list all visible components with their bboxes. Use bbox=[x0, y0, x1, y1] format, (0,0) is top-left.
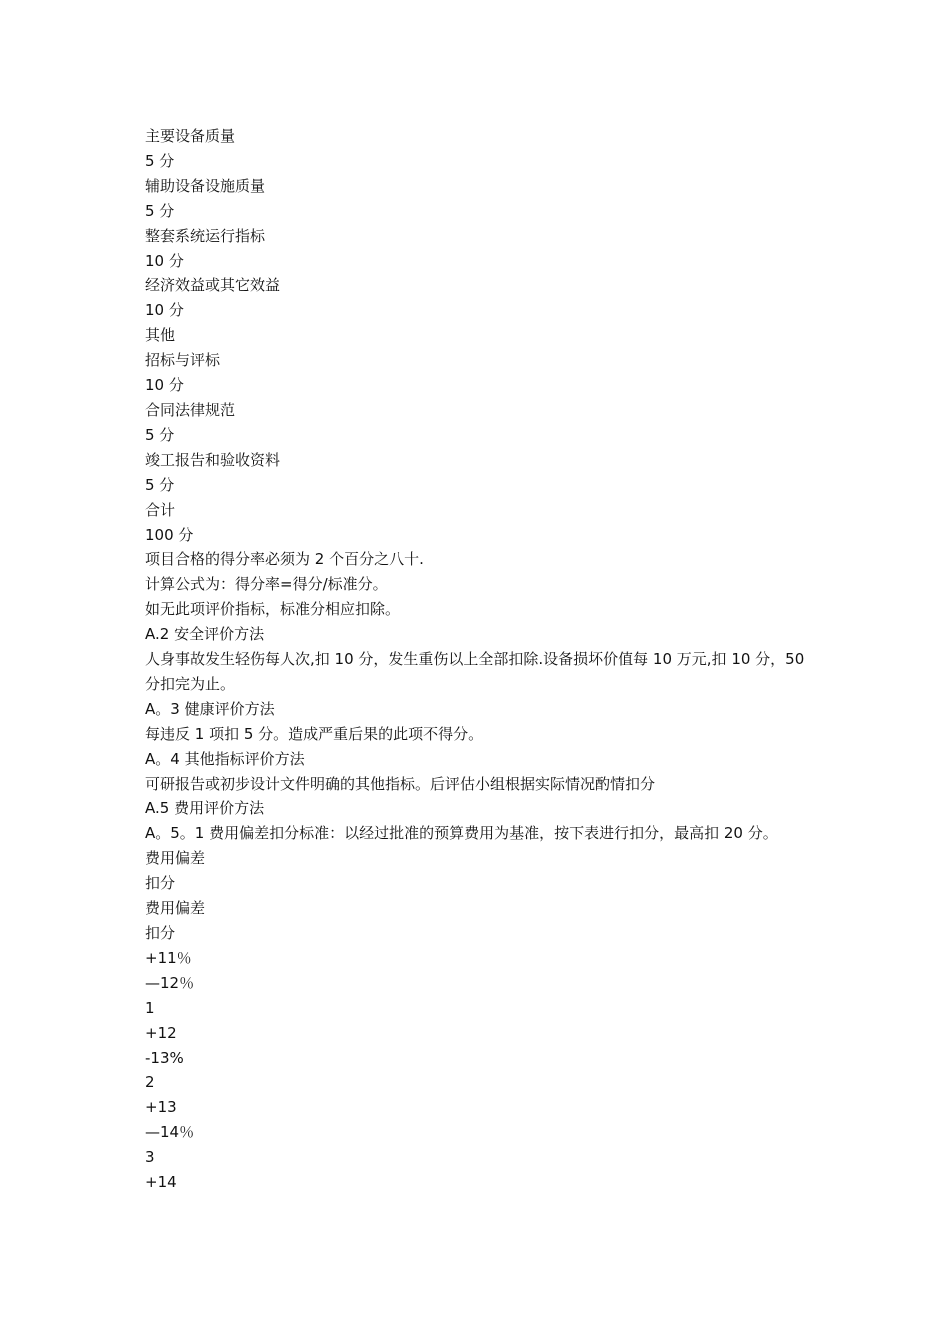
text-line: 合计 bbox=[145, 500, 176, 519]
text-line: 扣分 bbox=[145, 874, 176, 893]
text-line: 经济效益或其它效益 bbox=[145, 276, 281, 295]
text-line: 5 分 bbox=[145, 475, 175, 494]
text-line: 5 分 bbox=[145, 201, 175, 220]
text-line: 1 bbox=[145, 998, 155, 1017]
document-body bbox=[145, 124, 810, 1195]
text-line: 2 bbox=[145, 1073, 155, 1092]
text-line: —14％ bbox=[145, 1123, 195, 1142]
text-line: 5 分 bbox=[145, 425, 175, 444]
text-line: +14 bbox=[145, 1173, 177, 1192]
text-line: 扣分 bbox=[145, 924, 176, 942]
text-line: 竣工报告和验收资料 bbox=[145, 450, 281, 469]
text-line: 费用偏差 bbox=[145, 899, 206, 918]
section-heading: A.5 费用评价方法 bbox=[145, 799, 265, 818]
section-heading: A.2 安全评价方法 bbox=[145, 625, 265, 644]
text-line: 10 分 bbox=[145, 376, 184, 395]
text-line: —12％ bbox=[145, 973, 195, 992]
text-line: 10 分 bbox=[145, 301, 184, 320]
section-heading: A。4 其他指标评价方法 bbox=[145, 749, 305, 768]
text-line: 费用偏差 bbox=[145, 849, 206, 868]
text-paragraph: A。5。1 费用偏差扣分标准：以经过批准的预算费用为基准，按下表进行扣分，最高扣 20 分。 bbox=[145, 824, 778, 843]
text-line: 合同法律规范 bbox=[145, 400, 236, 419]
text-line: 可研报告或初步设计文件明确的其他指标。后评估小组根据实际情况酌情扣分 bbox=[145, 774, 656, 793]
text-line: 辅助设备设施质量 bbox=[145, 176, 266, 195]
text-line: +13 bbox=[145, 1098, 177, 1117]
text-line: 如无此项评价指标，标准分相应扣除。 bbox=[145, 600, 401, 619]
text-line: +12 bbox=[145, 1023, 177, 1042]
text-line: 计算公式为：得分率=得分/标准分。 bbox=[145, 575, 388, 594]
text-line: 3 bbox=[145, 1148, 155, 1167]
text-paragraph: 人身事故发生轻伤每人次,扣 10 分，发生重伤以上全部扣除.设备损坏价值每 10 万元,扣 10 分，50 分扣完为止。 bbox=[145, 650, 805, 693]
text-line: 每违反 1 项扣 5 分。造成严重后果的此项不得分。 bbox=[145, 724, 484, 743]
text-line: 100 分 bbox=[145, 525, 194, 544]
text-line: 项目合格的得分率必须为 2 个百分之八十. bbox=[145, 550, 424, 569]
text-line: 整套系统运行指标 bbox=[145, 226, 266, 245]
text-line: 其他 bbox=[145, 326, 176, 345]
text-line: -13% bbox=[145, 1048, 184, 1067]
section-heading: A。3 健康评价方法 bbox=[145, 699, 275, 718]
text-line: 5 分 bbox=[145, 151, 175, 170]
text-line: +11％ bbox=[145, 948, 192, 967]
text-line: 招标与评标 bbox=[145, 351, 221, 370]
text-line: 主要设备质量 bbox=[145, 127, 236, 145]
text-line: 10 分 bbox=[145, 251, 184, 270]
